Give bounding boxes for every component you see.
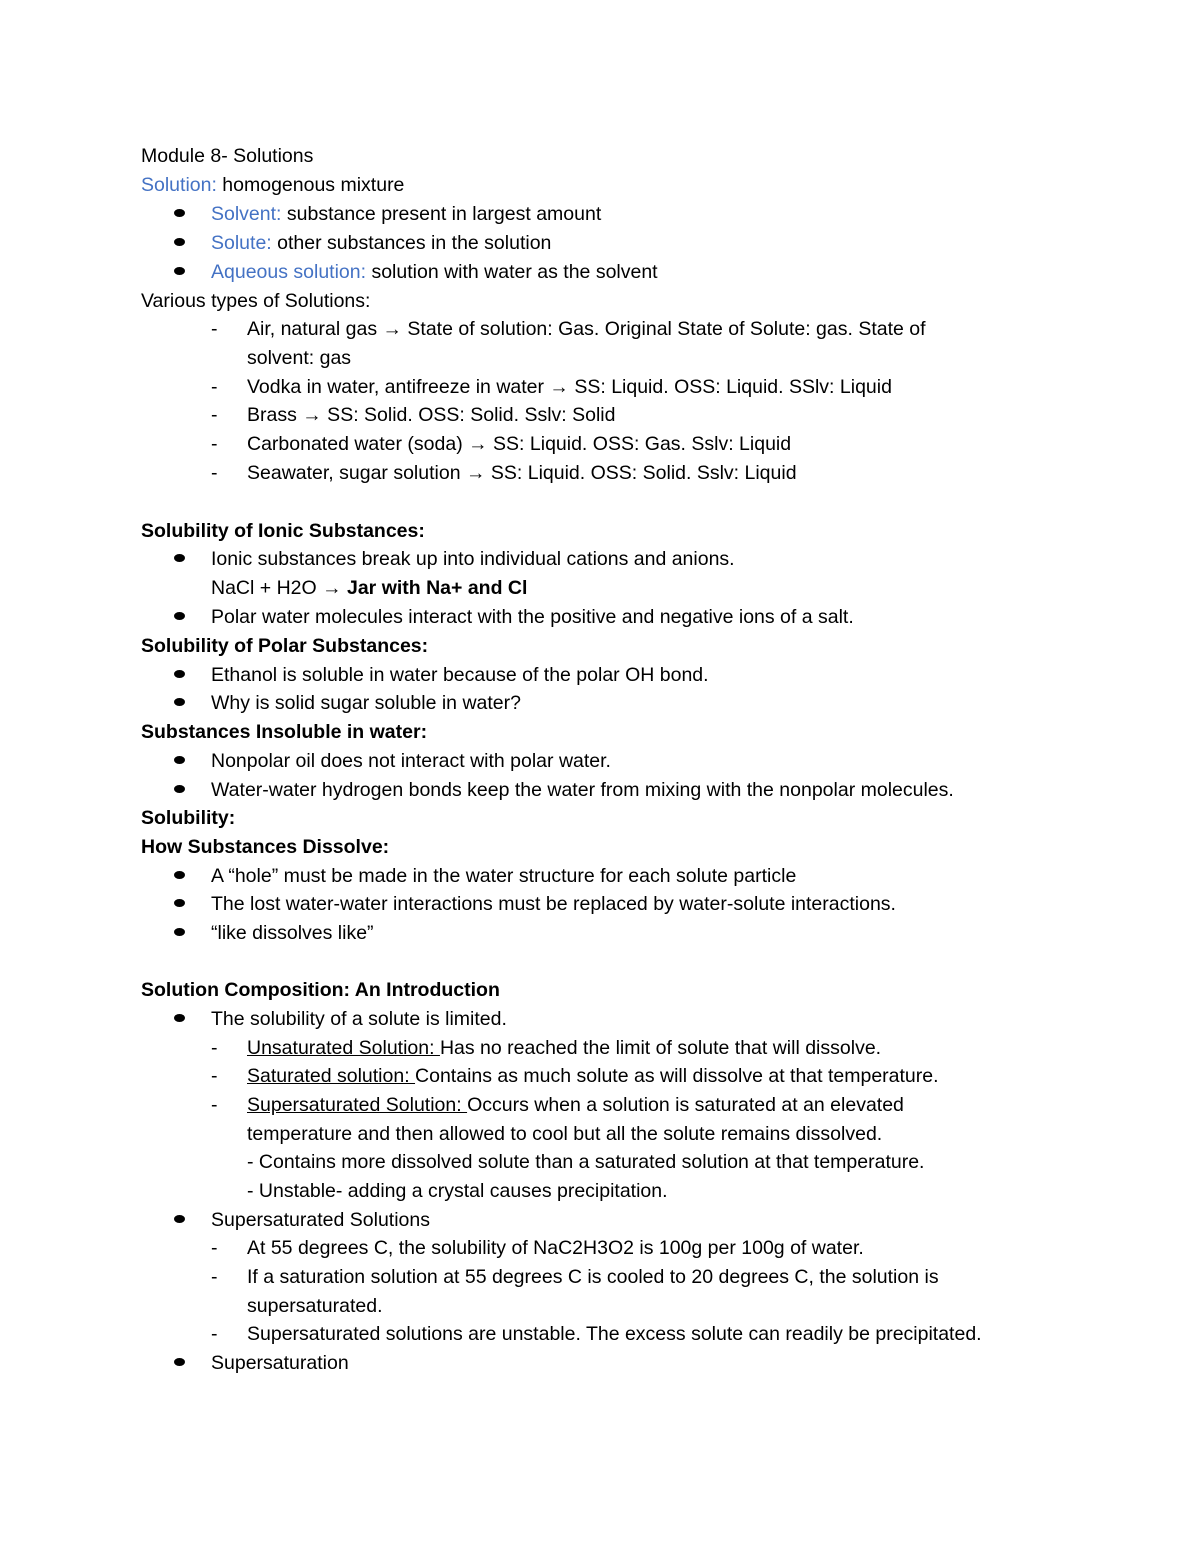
list-item: Why is solid sugar soluble in water?: [211, 692, 521, 714]
bullet-icon: [174, 267, 185, 275]
list-item: Supersaturation: [211, 1352, 349, 1374]
dash-icon: -: [211, 433, 218, 455]
list-item: Brass → SS: Solid. OSS: Solid. Sslv: Solid: [247, 404, 616, 426]
equation-line: NaCl + H2O → Jar with Na+ and Cl: [211, 577, 528, 599]
bullet-icon: [174, 928, 185, 936]
dash-icon: -: [211, 1094, 218, 1116]
list-item: The lost water-water interactions must be replaced by water-solute interactions.: [211, 893, 896, 915]
list-item-continuation: supersaturated.: [247, 1295, 383, 1317]
dash-icon: -: [211, 1266, 218, 1288]
list-item: Supersaturated solutions are unstable. The excess solute can readily be precipitated.: [247, 1323, 982, 1345]
list-item: Saturated solution: Contains as much solute as will dissolve at that temperature.: [247, 1065, 939, 1087]
list-item: A “hole” must be made in the water structure for each solute particle: [211, 865, 797, 887]
list-item: The solubility of a solute is limited.: [211, 1008, 507, 1030]
bullet-icon: [174, 670, 185, 678]
section-heading-dissolve: How Substances Dissolve:: [141, 836, 390, 858]
sub-note: - Unstable- adding a crystal causes precipitation.: [247, 1180, 668, 1202]
dash-icon: -: [211, 462, 218, 484]
definition-text: substance present in largest amount: [281, 203, 602, 225]
list-item: At 55 degrees C, the solubility of NaC2H3O2 is 100g per 100g of water.: [247, 1237, 864, 1259]
bullet-icon: [174, 899, 185, 907]
dash-icon: -: [211, 376, 218, 398]
term-saturated: Saturated solution:: [247, 1065, 416, 1087]
arrow-icon: →: [465, 462, 486, 484]
arrow-icon: →: [468, 433, 488, 455]
dash-icon: -: [211, 1037, 218, 1059]
bullet-icon: [174, 698, 185, 706]
list-item: “like dissolves like”: [211, 922, 374, 944]
term-aqueous-solution: Aqueous solution:: [211, 261, 367, 283]
bullet-icon: [174, 1215, 185, 1223]
term-solute: Solute:: [211, 232, 272, 254]
list-item: Supersaturated Solutions: [211, 1209, 430, 1231]
list-item: [211, 260, 658, 284]
bullet-icon: [174, 785, 185, 793]
list-item: Polar water molecules interact with the positive and negative ions of a salt.: [211, 606, 854, 628]
arrow-icon: →: [549, 376, 569, 398]
term-solvent: Solvent:: [211, 203, 282, 225]
list-item: Ionic substances break up into individual cations and anions.: [211, 548, 735, 570]
bullet-icon: [174, 612, 185, 620]
list-item: Air, natural gas → State of solution: Gas. Original State of Solute: gas. State of: [247, 318, 926, 340]
list-item-continuation: solvent: gas: [247, 347, 352, 369]
list-item: If a saturation solution at 55 degrees C is cooled to 20 degrees C, the solution is: [247, 1266, 939, 1288]
list-item: Vodka in water, antifreeze in water → SS: Liquid. OSS: Liquid. SSlv: Liquid: [247, 376, 892, 398]
definition-text: solution with water as the solvent: [366, 261, 658, 283]
bullet-icon: [174, 238, 185, 246]
definition-text: homogenous mixture: [216, 174, 405, 196]
arrow-icon: →: [302, 404, 322, 426]
bullet-icon: [174, 554, 185, 562]
term-supersaturated: Supersaturated Solution:: [247, 1094, 468, 1116]
list-item: Nonpolar oil does not interact with polar water.: [211, 750, 611, 772]
bullet-icon: [174, 871, 185, 879]
arrow-icon: →: [322, 577, 342, 599]
list-item: Seawater, sugar solution → SS: Liquid. OSS: Solid. Sslv: Liquid: [247, 462, 797, 484]
term-solution: Solution:: [141, 174, 217, 196]
dash-icon: -: [211, 1065, 218, 1087]
bullet-icon: [174, 209, 185, 217]
list-item: Supersaturated Solution: Occurs when a solution is saturated at an elevated: [247, 1094, 904, 1116]
list-item: Unsaturated Solution: Has no reached the limit of solute that will dissolve.: [247, 1037, 882, 1059]
section-heading-polar: Solubility of Polar Substances:: [141, 635, 429, 657]
bullet-icon: [174, 756, 185, 764]
list-item-continuation: temperature and then allowed to cool but all the solute remains dissolved.: [247, 1123, 883, 1145]
types-heading: Various types of Solutions:: [141, 290, 371, 312]
dash-icon: -: [211, 1237, 218, 1259]
bullet-icon: [174, 1014, 185, 1022]
list-item: [211, 202, 601, 226]
sub-note: - Contains more dissolved solute than a saturated solution at that temperature.: [247, 1151, 925, 1173]
dash-icon: -: [211, 318, 218, 340]
term-unsaturated: Unsaturated Solution:: [247, 1037, 440, 1059]
list-item: Ethanol is soluble in water because of the polar OH bond.: [211, 664, 709, 686]
section-heading-ionic: Solubility of Ionic Substances:: [141, 520, 425, 542]
bullet-icon: [174, 1358, 185, 1366]
page-title: Module 8- Solutions: [141, 145, 314, 167]
arrow-icon: →: [382, 318, 402, 340]
solution-definition: [141, 173, 404, 197]
definition-text: other substances in the solution: [271, 232, 552, 254]
section-heading-insoluble: Substances Insoluble in water:: [141, 721, 428, 743]
dash-icon: -: [211, 1323, 218, 1345]
list-item: Water-water hydrogen bonds keep the water from mixing with the nonpolar molecules.: [211, 779, 954, 801]
list-item: [211, 231, 551, 255]
list-item: Carbonated water (soda) → SS: Liquid. OSS: Gas. Sslv: Liquid: [247, 433, 792, 455]
section-heading-composition: Solution Composition: An Introduction: [141, 979, 500, 1001]
dash-icon: -: [211, 404, 218, 426]
section-heading-solubility: Solubility:: [141, 807, 236, 829]
